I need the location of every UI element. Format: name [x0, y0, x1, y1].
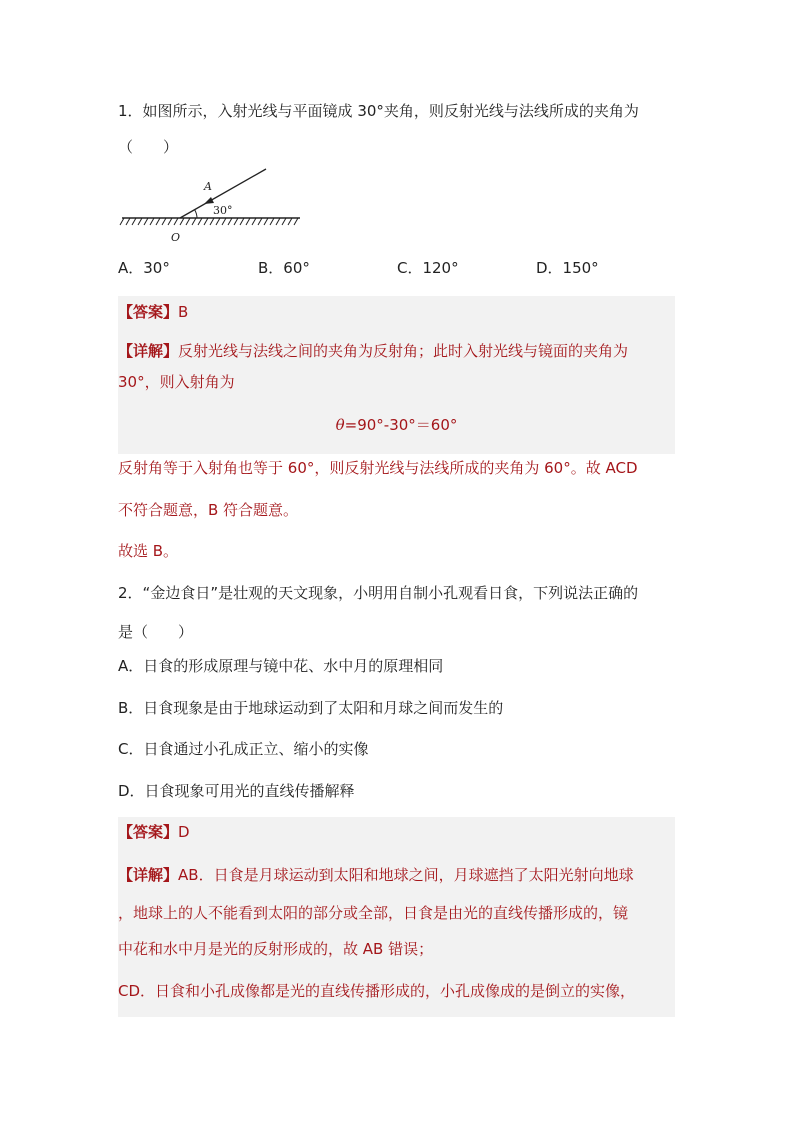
q1-answer	[118, 302, 188, 322]
label-a: A	[204, 180, 212, 193]
q1-answer-value: B	[178, 303, 189, 321]
q2-answer-tag: 【答案】	[118, 823, 179, 841]
q2-option-d: D．日食现象可用光的直线传播解释	[118, 782, 355, 800]
q1-formula-theta: θ	[335, 416, 345, 434]
q1-option-c: C．120°	[397, 259, 459, 277]
q1-solution-box	[118, 296, 675, 454]
q1-option-b: B．60°	[258, 259, 310, 277]
mirror-hatching	[120, 218, 298, 225]
q2-detail-line1	[118, 865, 634, 885]
q2-detail-text1: AB．日食是月球运动到太阳和地球之间，月球遮挡了太阳光射向地球	[178, 866, 634, 884]
q1-mirror-figure	[118, 165, 308, 247]
q1-formula-rest: =90°-30°＝60°	[344, 416, 458, 434]
label-o: O	[171, 231, 181, 244]
q1-option-a: A．30°	[118, 259, 170, 277]
q1-option-d: D．150°	[536, 259, 599, 277]
q1-detail-line1	[118, 341, 628, 361]
q1-detail-tag: 【详解】	[118, 342, 179, 360]
q1-stem-line2: （ ）	[118, 138, 179, 156]
q2-answer-value: D	[178, 823, 190, 841]
q1-after-line1: 反射角等于入射角也等于 60°，则反射光线与法线所成的夹角为 60°。故 ACD	[118, 459, 638, 477]
q2-detail-tag: 【详解】	[118, 866, 179, 884]
q2-option-a: A．日食的形成原理与镜中花、水中月的原理相同	[118, 657, 444, 675]
ray-arrow-icon	[204, 197, 214, 204]
q1-answer-tag: 【答案】	[118, 303, 179, 321]
q1-after-line2: 不符合题意，B 符合题意。	[118, 501, 299, 519]
q2-option-c: C．日食通过小孔成正立、缩小的实像	[118, 740, 369, 758]
q2-stem-line1: 2．“金边食日”是壮观的天文现象，小明用自制小孔观看日食，下列说法正确的	[118, 584, 639, 602]
q1-conclusion: 故选 B。	[118, 542, 179, 560]
q2-solution-box	[118, 817, 675, 1017]
angle-arc	[195, 210, 197, 218]
q2-detail-line4: CD．日食和小孔成像都是光的直线传播形成的，小孔成像成的是倒立的实像，	[118, 982, 636, 1000]
q2-answer	[118, 822, 190, 842]
q2-stem-line2: 是（ ）	[118, 623, 194, 641]
q2-option-b: B．日食现象是由于地球运动到了太阳和月球之间而发生的	[118, 699, 504, 717]
q1-detail-line2: 30°，则入射角为	[118, 373, 235, 391]
q2-detail-line3: 中花和水中月是光的反射形成的，故 AB 错误；	[118, 940, 434, 958]
q1-formula	[118, 415, 675, 435]
q1-stem-line1: 1．如图所示，入射光线与平面镜成 30°夹角，则反射光线与法线所成的夹角为	[118, 102, 639, 120]
angle-label: 30°	[213, 204, 233, 217]
q2-detail-line2: ，地球上的人不能看到太阳的部分或全部，日食是由光的直线传播形成的，镜	[118, 904, 629, 922]
q1-detail-text1: 反射光线与法线之间的夹角为反射角；此时入射光线与镜面的夹角为	[178, 342, 629, 360]
